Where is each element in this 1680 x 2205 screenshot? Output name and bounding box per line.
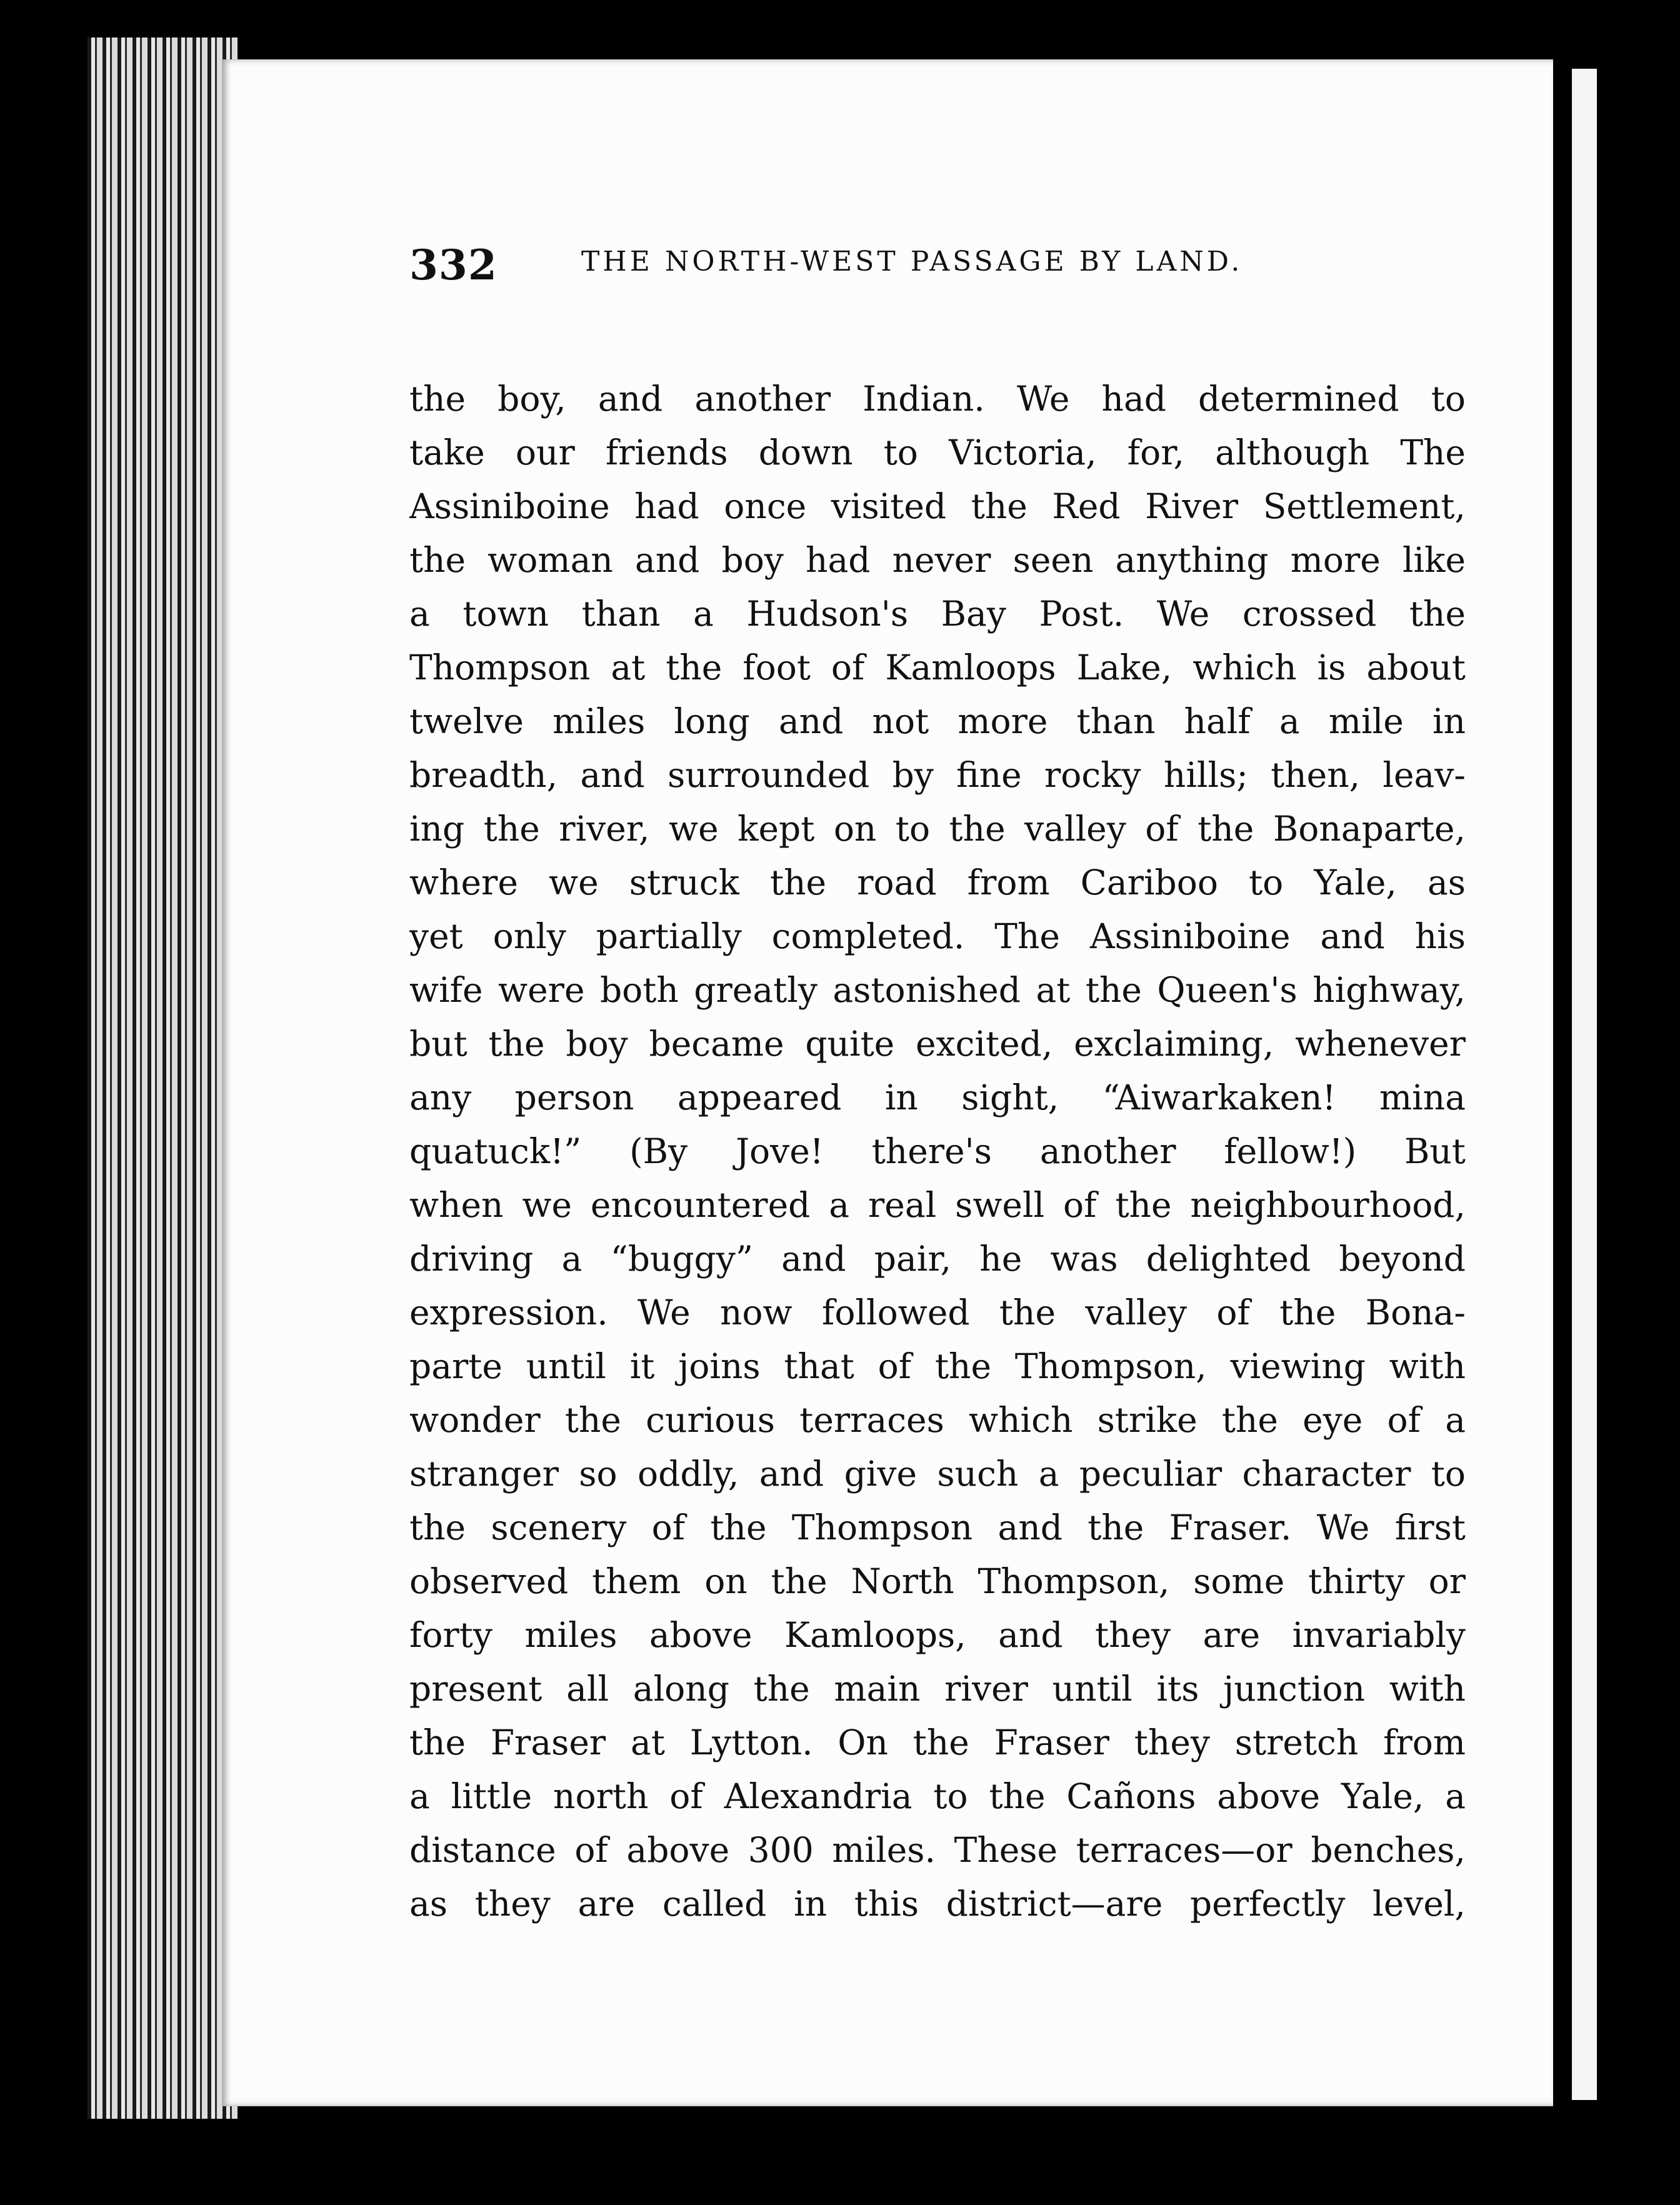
text-line: quatuck!” (By Jove! there's another fellow!) But (409, 1131, 1466, 1171)
running-head (409, 241, 1472, 316)
book-page (222, 59, 1553, 2106)
text-line: but the boy became quite excited, exclaiming, whenever (409, 1024, 1466, 1064)
text-line: twelve miles long and not more than half a mile in (409, 701, 1466, 741)
text-line: yet only partially completed. The Assiniboine and his (409, 916, 1466, 956)
text-line: Assiniboine had once visited the Red River Settlement, (409, 486, 1466, 526)
text-line: wonder the curious terraces which strike the eye of a (409, 1400, 1466, 1440)
text-line: the scenery of the Thompson and the Fraser. We first (409, 1508, 1466, 1548)
text-line: expression. We now followed the valley of the Bona- (409, 1292, 1466, 1332)
body-text (409, 372, 1466, 1931)
text-line: the boy, and another Indian. We had determined to (409, 379, 1466, 419)
text-line: Thompson at the foot of Kamloops Lake, which is about (409, 648, 1466, 688)
text-line: observed them on the North Thompson, some thirty or (409, 1561, 1466, 1601)
text-line: take our friends down to Victoria, for, although The (409, 432, 1466, 472)
text-line: a town than a Hudson's Bay Post. We crossed the (409, 594, 1466, 634)
facing-page-edge (1572, 69, 1597, 2100)
running-title: THE NORTH-WEST PASSAGE BY LAND. (581, 246, 1243, 278)
text-line: where we struck the road from Cariboo to Yale, as (409, 862, 1466, 902)
text-line: parte until it joins that of the Thompson, viewing with (409, 1346, 1466, 1386)
text-line: a little north of Alexandria to the Cañons above Yale, a (409, 1776, 1466, 1816)
text-line: the Fraser at Lytton. On the Fraser they stretch from (409, 1722, 1466, 1762)
text-line: distance of above 300 miles. These terraces—or benches, (409, 1830, 1466, 1870)
text-line: as they are called in this district—are perfectly level, (409, 1884, 1466, 1924)
text-line: driving a “buggy” and pair, he was delighted beyond (409, 1239, 1466, 1279)
text-line: wife were both greatly astonished at the Queen's highway, (409, 970, 1466, 1010)
text-line: the woman and boy had never seen anything more like (409, 540, 1466, 580)
text-line: stranger so oddly, and give such a peculiar character to (409, 1454, 1466, 1494)
text-line: present all along the main river until its junction with (409, 1669, 1466, 1709)
book-page-edges (88, 38, 238, 2119)
text-line: breadth, and surrounded by fine rocky hills; then, leav- (409, 755, 1466, 795)
text-line: when we encountered a real swell of the neighbourhood, (409, 1185, 1466, 1225)
text-line: any person appeared in sight, “Aiwarkaken! mina (409, 1078, 1466, 1118)
text-line: forty miles above Kamloops, and they are invariably (409, 1615, 1466, 1655)
page-number: 332 (409, 241, 498, 289)
text-line: ing the river, we kept on to the valley of the Bonaparte, (409, 809, 1466, 849)
